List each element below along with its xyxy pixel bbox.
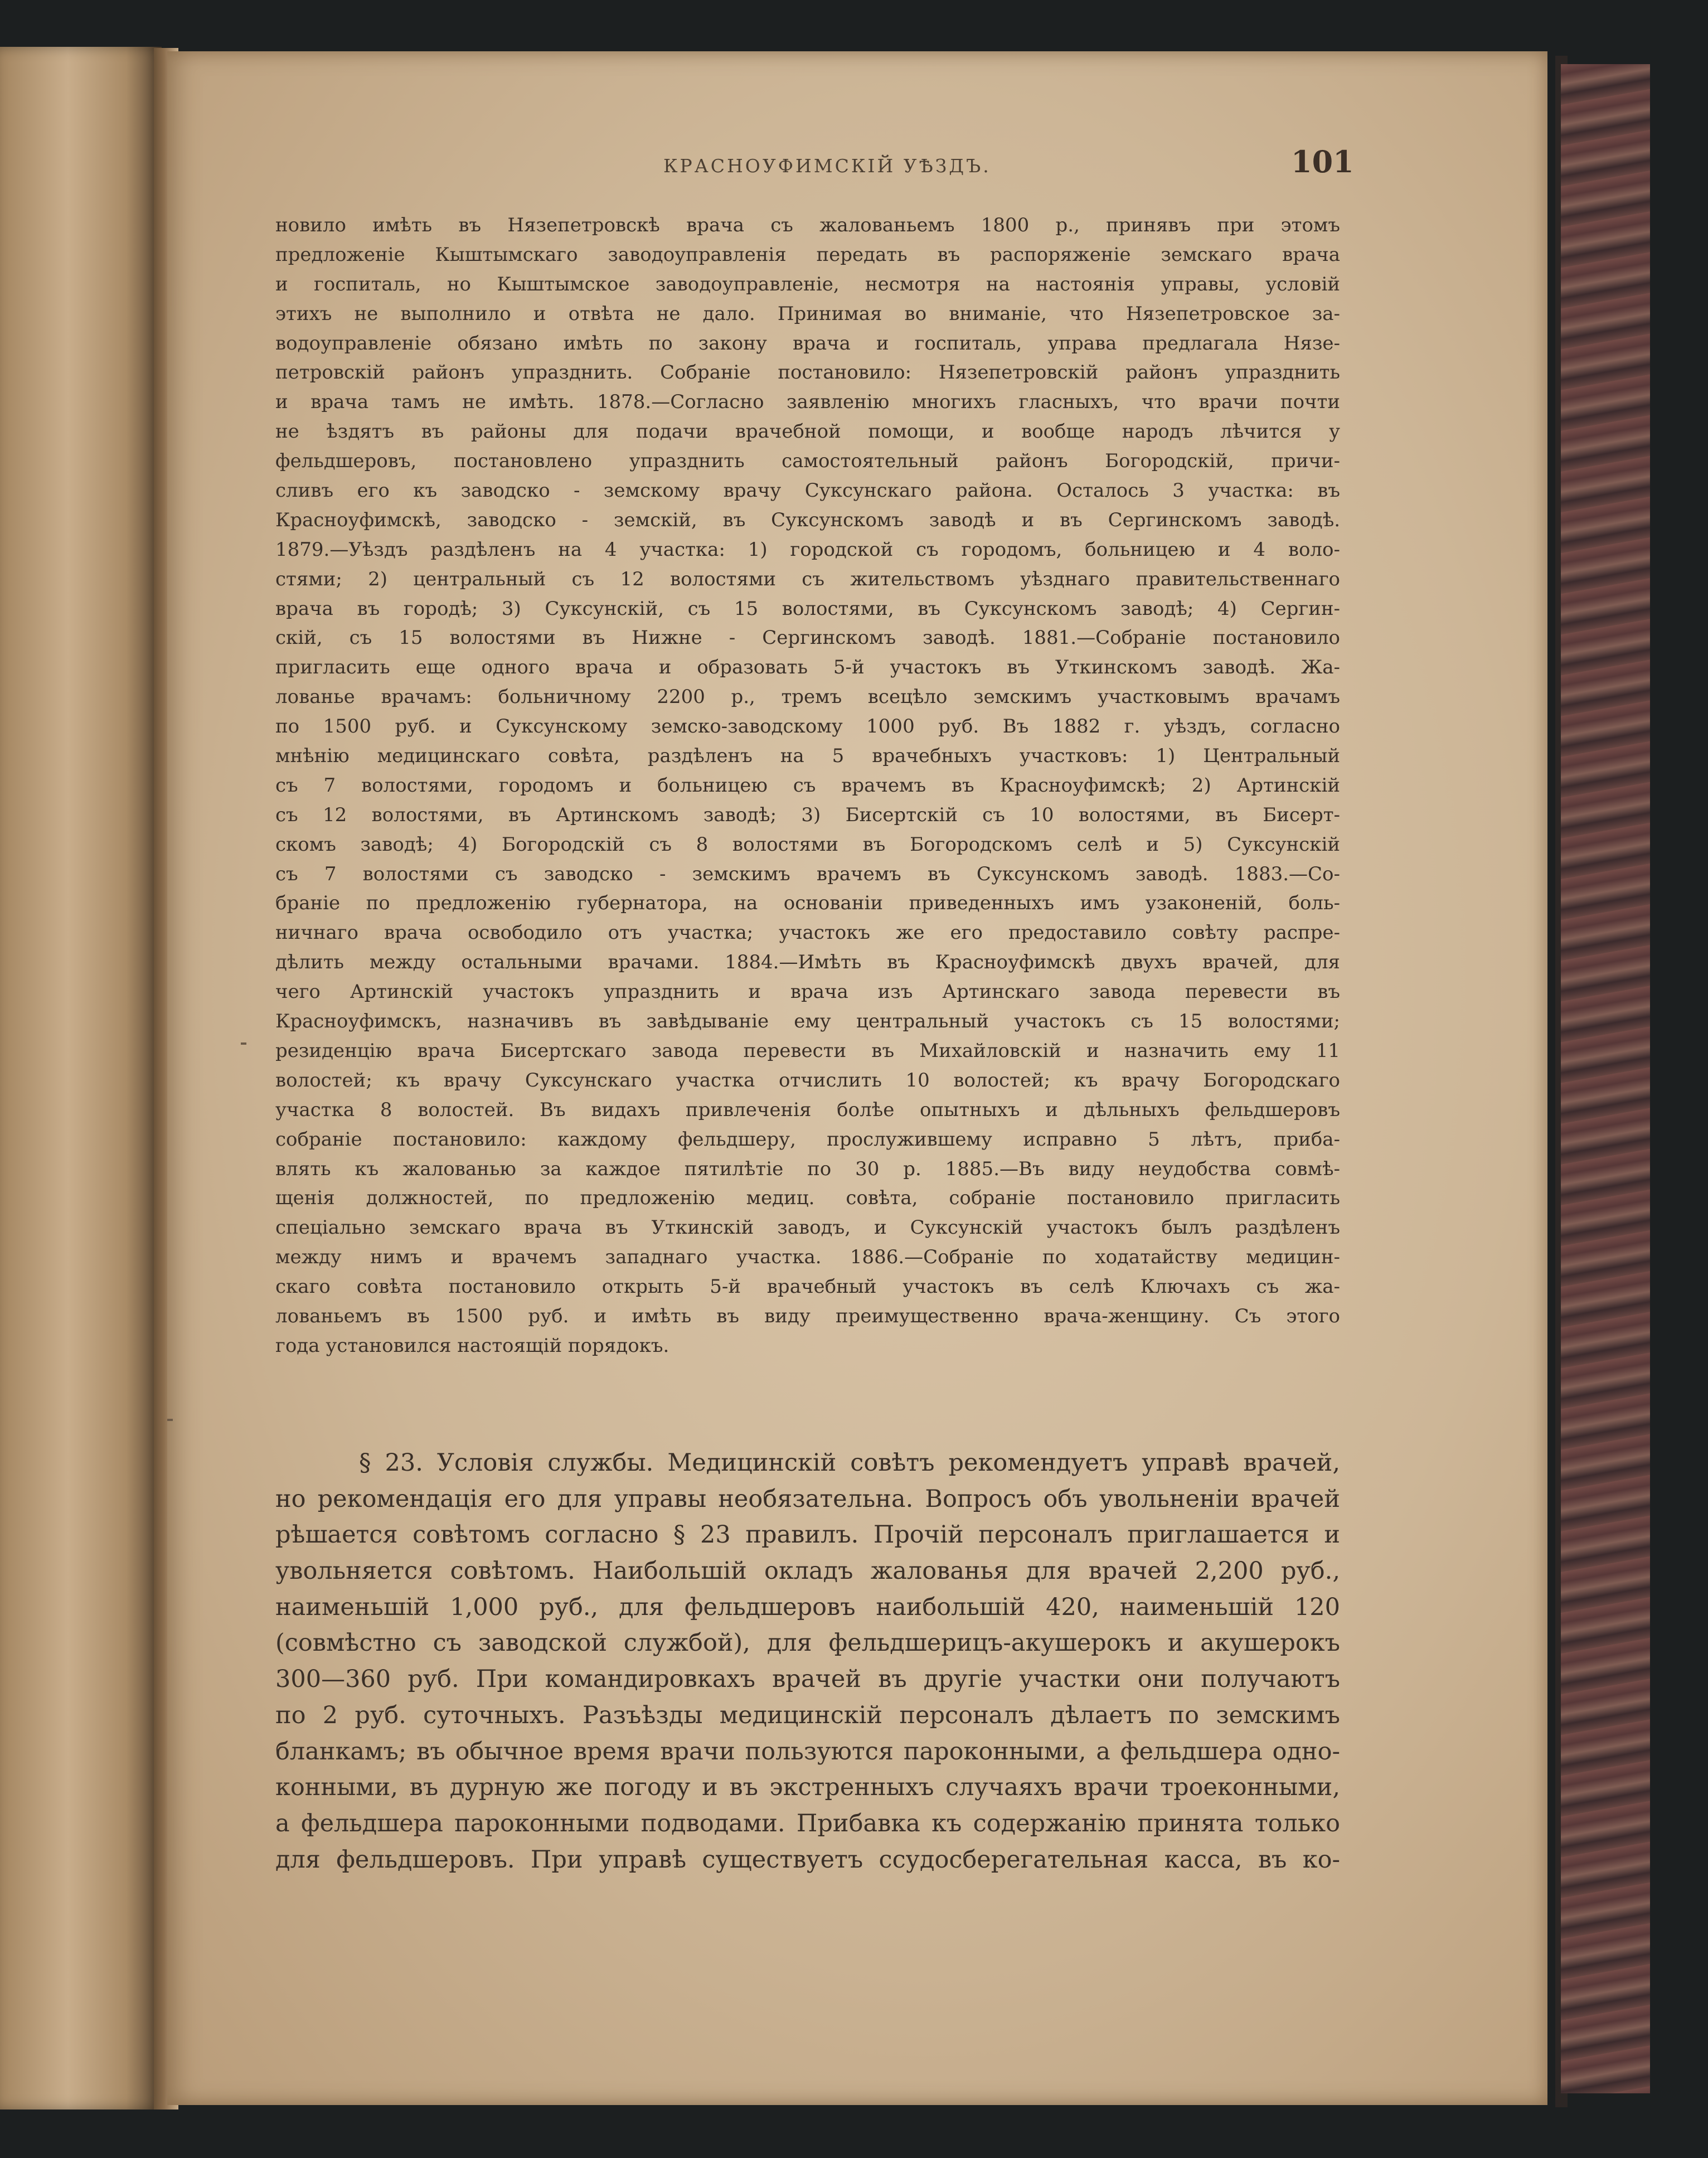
text-line: 300—360 руб. При командировкахъ врачей въ другіе участки они получаютъ bbox=[275, 1665, 1340, 1694]
text-line: съ 7 волостями съ заводско - земскимъ врачемъ въ Суксунскомъ заводѣ. 1883.—Со- bbox=[275, 862, 1340, 885]
text-line: для фельдшеровъ. При управѣ существуетъ ссудосберегательная касса, въ ко- bbox=[275, 1845, 1340, 1874]
marbled-page-edges bbox=[1561, 64, 1650, 2093]
text-line: мнѣнію медицинскаго совѣта, раздѣленъ на 5 врачебныхъ участковъ: 1) Центральный bbox=[275, 745, 1340, 768]
text-line: фельдшеровъ, постановлено упразднить самостоятельный районъ Богородскій, причи- bbox=[275, 450, 1340, 473]
text-line: врача въ городѣ; 3) Суксунскій, съ 15 волостями, въ Суксунскомъ заводѣ; 4) Сергин- bbox=[275, 597, 1340, 620]
text-line: скаго совѣта постановило открыть 5-й врачебный участокъ въ селѣ Ключахъ съ жа- bbox=[275, 1276, 1340, 1298]
text-line: новило имѣть въ Нязепетровскѣ врача съ жалованьемъ 1800 р., принявъ при этомъ bbox=[275, 214, 1340, 236]
text-line: волостей; къ врачу Суксунскаго участка отчислить 10 волостей; къ врачу Богородскаго bbox=[275, 1069, 1340, 1092]
text-line: браніе по предложенію губернатора, на основаніи приведенныхъ имъ узаконеній, боль- bbox=[275, 892, 1340, 915]
text-line: щенія должностей, по предложенію медиц. совѣта, собраніе постановило пригласить bbox=[275, 1187, 1340, 1210]
text-line: лованьемъ въ 1500 руб. и имѣть въ виду преимущественно врача-женщину. Съ этого bbox=[275, 1305, 1340, 1327]
text-line: не ѣздятъ въ районы для подачи врачебной помощи, и вообще народъ лѣчится у bbox=[275, 420, 1340, 443]
paragraph-history-of-districts bbox=[275, 211, 1340, 1361]
text-line: спеціально земскаго врача въ Уткинскій заводъ, и Суксунскій участокъ былъ раздѣленъ bbox=[275, 1216, 1340, 1239]
text-line: сливъ его къ заводско - земскому врачу Суксунскаго района. Осталось 3 участка: въ bbox=[275, 479, 1340, 502]
text-line: Красноуфимскъ, назначивъ въ завѣдываніе ему центральный участокъ съ 15 волостями; bbox=[275, 1010, 1340, 1033]
text-line: 1879.—Уѣздъ раздѣленъ на 4 участка: 1) городской съ городомъ, больницею и 4 воло- bbox=[275, 538, 1340, 561]
text-line: этихъ не выполнило и отвѣта не дало. Принимая во вниманіе, что Нязепетровское за- bbox=[275, 302, 1340, 325]
text-line: увольняется совѣтомъ. Наибольшій окладъ жалованья для врачей 2,200 руб., bbox=[275, 1557, 1340, 1585]
page-number: 101 bbox=[1291, 144, 1354, 180]
text-line: стями; 2) центральный съ 12 волостями съ жительствомъ уѣзднаго правительственнаго bbox=[275, 568, 1340, 590]
text-line: года установился настоящій порядокъ. bbox=[275, 1334, 669, 1357]
running-head: КРАСНОУФИМСКІЙ УѢЗДЪ. bbox=[663, 155, 991, 177]
text-line: съ 12 волостями, въ Артинскомъ заводѣ; 3) Бисертскій съ 10 волостями, въ Бисерт- bbox=[275, 803, 1340, 826]
margin-mark bbox=[241, 1042, 246, 1045]
text-line: лованье врачамъ: больничному 2200 р., тремъ всецѣло земскимъ участковымъ врачамъ bbox=[275, 686, 1340, 709]
text-line: водоуправленіе обязано имѣть по закону врача и госпиталь, управа предлагала Нязе- bbox=[275, 332, 1340, 355]
text-line: влять къ жалованью за каждое пятилѣтіе по 30 р. 1885.—Въ виду неудобства совмѣ- bbox=[275, 1157, 1340, 1180]
text-line: резиденцію врача Бисертскаго завода перевести въ Михайловскій и назначить ему 11 bbox=[275, 1039, 1340, 1062]
text-line: предложеніе Кыштымскаго заводоуправленія передать въ распоряженіе земскаго врача bbox=[275, 243, 1340, 266]
text-line: по 1500 руб. и Суксунскому земско-заводскому 1000 руб. Въ 1882 г. уѣздъ, согласно bbox=[275, 715, 1340, 738]
text-line: но рекомендація его для управы необязательна. Вопросъ объ увольненіи врачей bbox=[275, 1485, 1340, 1513]
text-line: по 2 руб. суточныхъ. Разъѣзды медицинскій персоналъ дѣлаетъ по земскимъ bbox=[275, 1701, 1340, 1729]
paragraph-service-conditions bbox=[275, 1445, 1340, 1878]
text-line: между нимъ и врачемъ западнаго участка. 1886.—Собраніе по ходатайству медицин- bbox=[275, 1246, 1340, 1269]
text-line: наименьшій 1,000 руб., для фельдшеровъ наибольшій 420, наименьшій 120 bbox=[275, 1593, 1340, 1621]
text-line: пригласить еще одного врача и образовать 5-й участокъ въ Уткинскомъ заводѣ. Жа- bbox=[275, 656, 1340, 679]
left-page-edge bbox=[0, 47, 162, 2109]
text-line: съ 7 волостями, городомъ и больницею съ врачемъ въ Красноуфимскѣ; 2) Артинскій bbox=[275, 774, 1340, 797]
text-line: бланкамъ; въ обычное время врачи пользуются пароконными, а фельдшера одно- bbox=[275, 1737, 1340, 1766]
section-heading-line: § 23. Условія службы. Медицинскій совѣтъ рекомендуетъ управѣ врачей, bbox=[359, 1449, 1340, 1477]
text-line: а фельдшера пароконными подводами. Прибавка къ содержанію принята только bbox=[275, 1809, 1340, 1837]
text-line: скомъ заводѣ; 4) Богородскій съ 8 волостями въ Богородскомъ селѣ и 5) Суксунскій bbox=[275, 833, 1340, 856]
text-line: чего Артинскій участокъ упразднить и врача изъ Артинскаго завода перевести въ bbox=[275, 981, 1340, 1003]
text-line: собраніе постановило: каждому фельдшеру, прослужившему исправно 5 лѣтъ, приба- bbox=[275, 1128, 1340, 1151]
text-line: ничнаго врача освободило отъ участка; участокъ же его предоставило совѣту распре- bbox=[275, 922, 1340, 944]
margin-mark bbox=[167, 1419, 173, 1421]
text-line: дѣлить между остальными врачами. 1884.—Имѣть въ Красноуфимскѣ двухъ врачей, для bbox=[275, 951, 1340, 974]
text-line: конными, въ дурную же погоду и въ экстренныхъ случаяхъ врачи троеконными, bbox=[275, 1773, 1340, 1802]
text-line: участка 8 волостей. Въ видахъ привлеченія болѣе опытныхъ и дѣльныхъ фельдшеровъ bbox=[275, 1098, 1340, 1121]
text-line: (совмѣстно съ заводской службой), для фельдшерицъ-акушерокъ и акушерокъ bbox=[275, 1629, 1340, 1657]
text-line: и врача тамъ не имѣть. 1878.—Согласно заявленію многихъ гласныхъ, что врачи почти bbox=[275, 391, 1340, 414]
text-line: петровскій районъ упразднить. Собраніе постановило: Нязепетровскій районъ упразднить bbox=[275, 361, 1340, 384]
text-line: рѣшается совѣтомъ согласно § 23 правилъ. Прочій персоналъ приглашается и bbox=[275, 1521, 1340, 1549]
text-line: скій, съ 15 волостями въ Нижне - Сергинскомъ заводѣ. 1881.—Собраніе постановило bbox=[275, 627, 1340, 649]
text-line: и госпиталь, но Кыштымское заводоуправленіе, несмотря на настоянія управы, условій bbox=[275, 273, 1340, 295]
text-line: Красноуфимскѣ, заводско - земскій, въ Суксунскомъ заводѣ и въ Сергинскомъ заводѣ. bbox=[275, 508, 1340, 531]
